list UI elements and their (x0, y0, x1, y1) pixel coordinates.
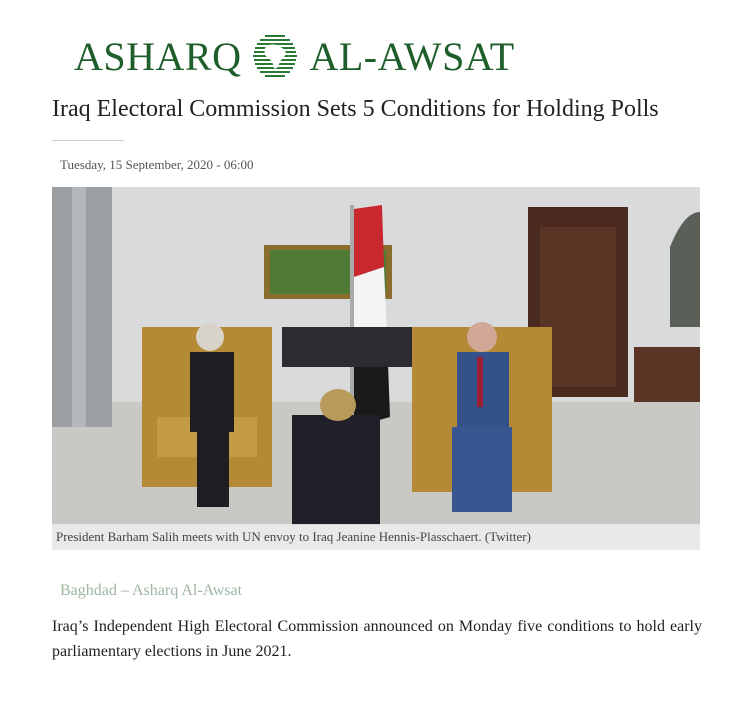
article-title: Iraq Electoral Commission Sets 5 Conditions for Holding Polls (52, 96, 659, 122)
logo-text-right: AL-AWSAT (309, 33, 515, 79)
article-date: Tuesday, 15 September, 2020 - 06:00 (60, 157, 254, 172)
photo-scene (52, 187, 700, 550)
photo-caption: President Barham Salih meets with UN envoy to Iraq Jeanine Hennis-Plasschaert. (Twitter) (52, 524, 700, 550)
site-logo[interactable] (74, 28, 515, 84)
article-photo[interactable] (52, 187, 700, 550)
title-divider (52, 140, 124, 141)
article-body: Iraq’s Independent High Electoral Commission announced on Monday five conditions to hold early parliamentary elections in June 2021. (52, 618, 702, 660)
globe-icon (251, 32, 299, 80)
logo-text-left: ASHARQ (74, 33, 242, 79)
byline: Baghdad – Asharq Al-Awsat (60, 582, 243, 599)
